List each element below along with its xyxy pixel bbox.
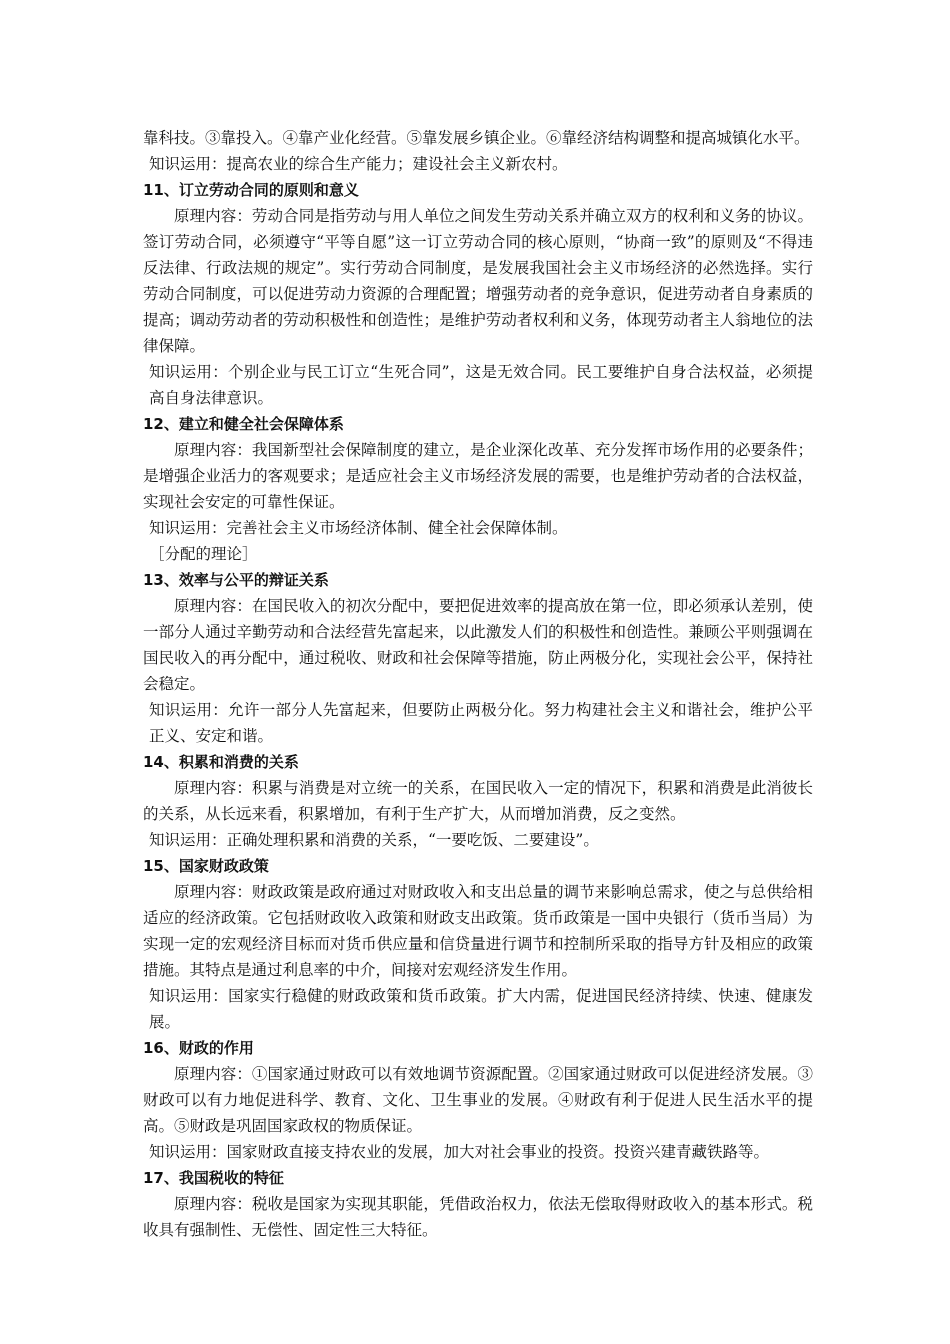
intro-continuation: 靠科技。③靠投入。④靠产业化经营。⑤靠发展乡镇企业。⑥靠经济结构调整和提高城镇化水平。 <box>143 129 810 147</box>
section-principle: 原理内容：在国民收入的初次分配中，要把促进效率的提高放在第一位，即必须承认差别，使一部分人通过辛勤劳动和合法经营先富起来，以此激发人们的积极性和创造性。兼顾公平则强调在国民收入的再分配中，通过税收、财政和社会保障等措施，防止两极分化，实现社会公平，保持社会稳定。 <box>143 597 813 693</box>
section-heading: 16、财政的作用 <box>143 1039 254 1057</box>
intro-application: 知识运用：提高农业的综合生产能力；建设社会主义新农村。 <box>149 155 568 173</box>
section-application: 知识运用：完善社会主义市场经济体制、健全社会保障体制。 <box>149 519 568 537</box>
section-principle: 原理内容：财政政策是政府通过对财政收入和支出总量的调节来影响总需求，使之与总供给相适应的经济政策。它包括财政收入政策和财政支出政策。货币政策是一国中央银行（货币当局）为实现一定的宏观经济目标而对货币供应量和信贷量进行调节和控制所采取的指导方针及相应的政策措施。其特点是通过利息率的中介，间接对宏观经济发生作用。 <box>143 883 813 979</box>
section-application: 知识运用：国家实行稳健的财政政策和货币政策。扩大内需，促进国民经济持续、快速、健康发展。 <box>149 987 813 1031</box>
section-principle: 原理内容：劳动合同是指劳动与用人单位之间发生劳动关系并确立双方的权利和义务的协议。签订劳动合同，必须遵守“平等自愿”这一订立劳动合同的核心原则，“协商一致”的原则及“不得违反法律、行政法规的规定”。实行劳动合同制度，是发展我国社会主义市场经济的必然选择。实行劳动合同制度，可以促进劳动力资源的合理配置；增强劳动者的竞争意识，促进劳动者自身素质的提高；调动劳动者的劳动积极性和创造性；是维护劳动者权利和义务，体现劳动者主人翁地位的法律保障。 <box>143 207 813 355</box>
section-principle: 原理内容：①国家通过财政可以有效地调节资源配置。②国家通过财政可以促进经济发展。③财政可以有力地促进科学、教育、文化、卫生事业的发展。④财政有利于促进人民生活水平的提高。⑤财政是巩固国家政权的物质保证。 <box>143 1065 813 1135</box>
category-label: ［分配的理论］ <box>149 545 258 563</box>
document-page <box>143 125 813 1243</box>
section-heading: 15、国家财政政策 <box>143 857 269 875</box>
section-heading: 14、积累和消费的关系 <box>143 753 299 771</box>
section-application: 知识运用：允许一部分人先富起来，但要防止两极分化。努力构建社会主义和谐社会，维护公平正义、安定和谐。 <box>149 701 813 745</box>
section-principle: 原理内容：我国新型社会保障制度的建立，是企业深化改革、充分发挥市场作用的必要条件；是增强企业活力的客观要求；是适应社会主义市场经济发展的需要，也是维护劳动者的合法权益，实现社会安定的可靠性保证。 <box>143 441 813 511</box>
section-application: 知识运用：国家财政直接支持农业的发展，加大对社会事业的投资。投资兴建青藏铁路等。 <box>149 1143 770 1161</box>
section-application: 知识运用：个别企业与民工订立“生死合同”，这是无效合同。民工要维护自身合法权益，必须提高自身法律意识。 <box>149 363 813 407</box>
section-heading: 13、效率与公平的辩证关系 <box>143 571 329 589</box>
section-principle: 原理内容：税收是国家为实现其职能，凭借政治权力，依法无偿取得财政收入的基本形式。税收具有强制性、无偿性、固定性三大特征。 <box>143 1195 813 1239</box>
section-application: 知识运用：正确处理积累和消费的关系，“一要吃饭、二要建设”。 <box>149 831 599 849</box>
section-heading: 17、我国税收的特征 <box>143 1169 284 1187</box>
section-heading: 11、订立劳动合同的原则和意义 <box>143 181 359 199</box>
section-principle: 原理内容：积累与消费是对立统一的关系，在国民收入一定的情况下，积累和消费是此消彼长的关系，从长远来看，积累增加，有利于生产扩大，从而增加消费，反之变然。 <box>143 779 813 823</box>
section-heading: 12、建立和健全社会保障体系 <box>143 415 344 433</box>
